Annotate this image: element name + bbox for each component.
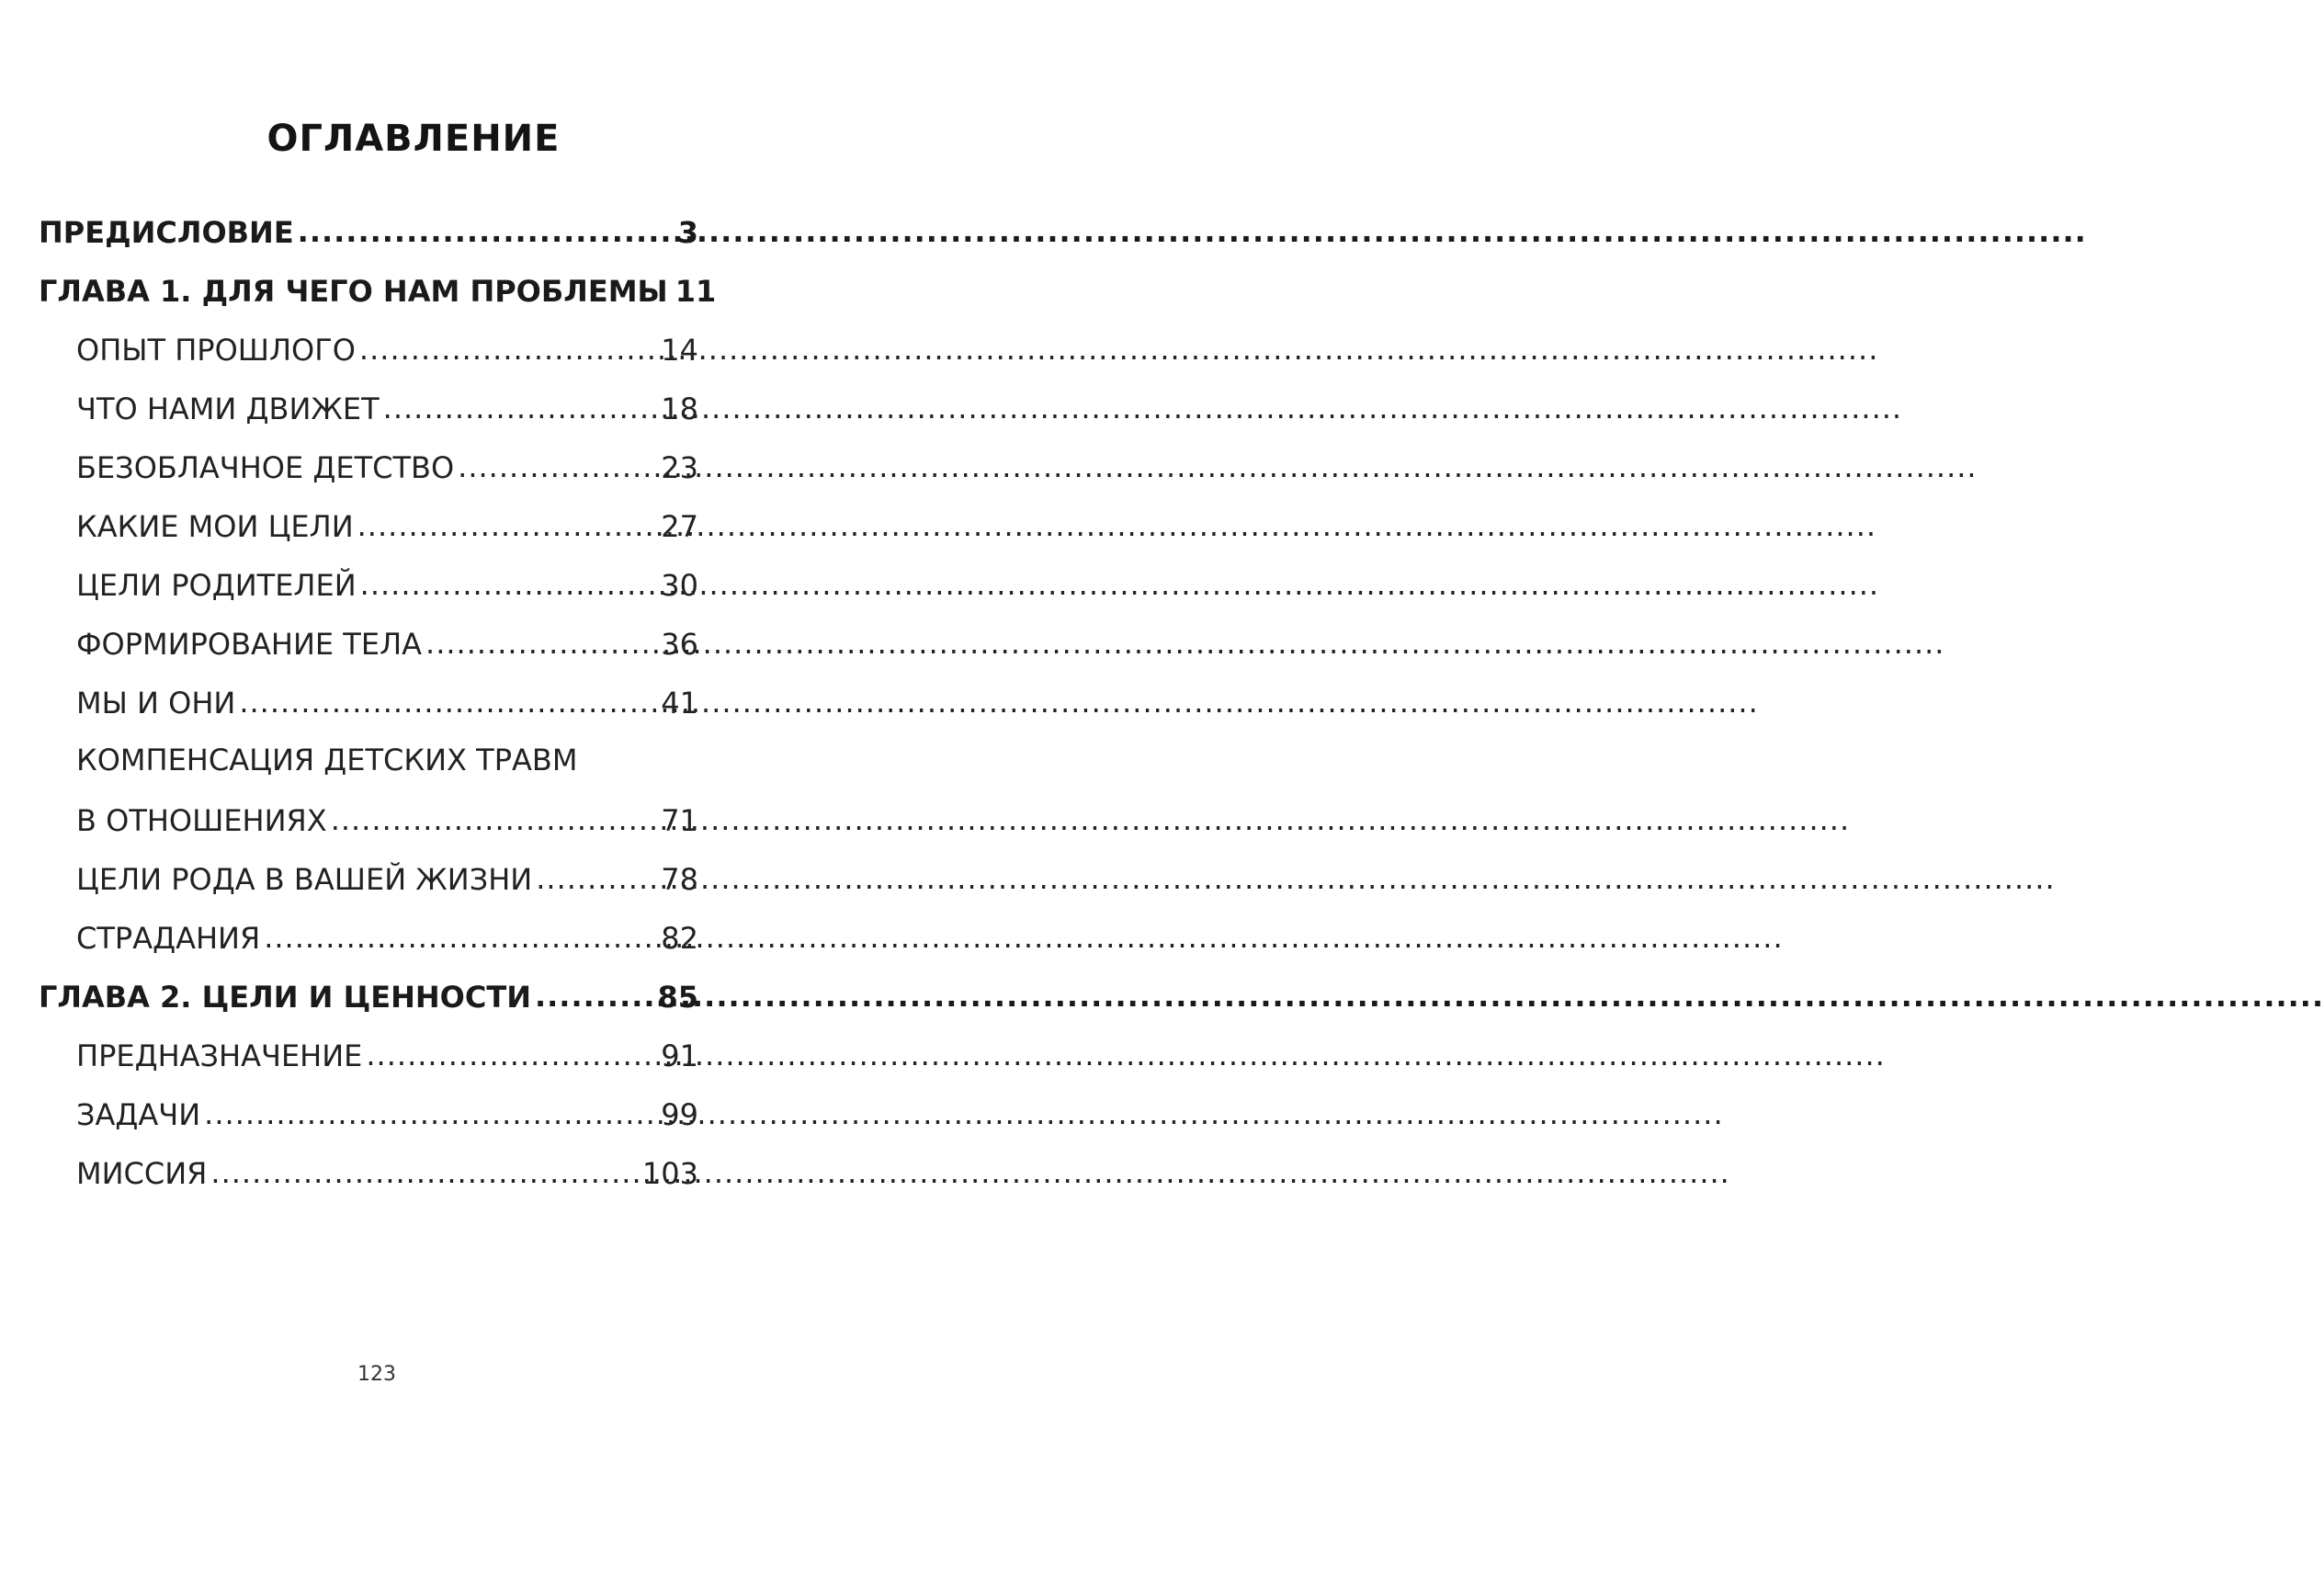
toc-entry-label: ОПЫТ ПРОШЛОГО xyxy=(76,333,356,368)
toc-entry-section xyxy=(76,448,698,485)
toc-entry-page: 18 xyxy=(661,391,698,426)
toc-entry-label: ЦЕЛИ РОДИТЕЛЕЙ xyxy=(76,568,357,603)
dot-leader xyxy=(425,625,657,654)
toc-entry-page: 85 xyxy=(657,980,698,1015)
toc-entry-label: В ОТНОШЕНИЯХ xyxy=(76,803,327,838)
toc-entry-section-line-2 xyxy=(76,801,698,838)
toc-entry-page: 99 xyxy=(661,1097,698,1132)
toc-entry-label: МЫ И ОНИ xyxy=(76,686,236,720)
toc-entry-label: ГЛАВА 1. ДЛЯ ЧЕГО НАМ ПРОБЛЕМЫ xyxy=(39,274,668,309)
toc-entry-section xyxy=(76,860,698,897)
toc-entry-label: ПРЕДНАЗНАЧЕНИЕ xyxy=(76,1038,363,1073)
toc-entry-section xyxy=(76,1037,698,1073)
toc-entry-section xyxy=(76,919,698,956)
dot-leader xyxy=(383,390,658,419)
toc-entry-page: 82 xyxy=(661,921,698,956)
toc-entry-page: 30 xyxy=(661,568,698,603)
toc-entry-preface xyxy=(39,213,698,250)
dot-leader xyxy=(536,860,657,890)
toc-entry-section xyxy=(76,1095,698,1132)
table-of-contents xyxy=(0,0,919,1577)
toc-entry-section xyxy=(76,625,698,662)
toc-entry-page: 78 xyxy=(661,862,698,897)
toc-entry-label: ЧТО НАМИ ДВИЖЕТ xyxy=(76,391,380,426)
toc-entry-page: 11 xyxy=(675,274,717,309)
dot-leader xyxy=(210,1154,639,1184)
dot-leader xyxy=(204,1095,657,1125)
dot-leader xyxy=(458,448,657,478)
dot-leader xyxy=(331,801,658,831)
toc-entry-page: 91 xyxy=(661,1038,698,1073)
toc-entry-page: 14 xyxy=(661,333,698,368)
toc-entry-label: ЦЕЛИ РОДА В ВАШЕЙ ЖИЗНИ xyxy=(76,862,533,897)
toc-entry-page: 71 xyxy=(661,803,698,838)
toc-entry-section xyxy=(76,1154,698,1191)
dot-leader xyxy=(239,684,657,713)
page-number: 123 xyxy=(357,1363,396,1386)
toc-entry-page: 27 xyxy=(661,509,698,544)
toc-entry-label: ФОРМИРОВАНИЕ ТЕЛА xyxy=(76,627,423,662)
toc-entry-section xyxy=(76,390,698,426)
dot-leader xyxy=(298,213,675,243)
book-page xyxy=(0,0,919,1577)
toc-entry-label: СТРАДАНИЯ xyxy=(76,921,261,956)
toc-entry-page: 103 xyxy=(641,1156,698,1191)
toc-entry-section xyxy=(76,566,698,603)
toc-entry-label: ГЛАВА 2. ЦЕЛИ И ЦЕННОСТИ xyxy=(39,980,531,1015)
toc-entry-label: ПРЕДИСЛОВИЕ xyxy=(39,215,294,250)
toc-entry-page: 41 xyxy=(661,686,698,720)
toc-entry-section xyxy=(76,684,698,720)
toc-entry-section xyxy=(76,507,698,544)
toc-entry-page: 3 xyxy=(677,215,698,250)
toc-entry-page: 23 xyxy=(661,450,698,485)
page-title: ОГЛАВЛЕНИЕ xyxy=(266,118,561,160)
dot-leader xyxy=(366,1037,657,1066)
toc-entry-section-line-1 xyxy=(76,743,698,777)
toc-entry-label: ЗАДАЧИ xyxy=(76,1097,201,1132)
toc-entry-label: МИССИЯ xyxy=(76,1156,208,1191)
dot-leader xyxy=(357,507,658,537)
toc-entry-chapter-2 xyxy=(39,978,698,1015)
toc-entry-label: БЕЗОБЛАЧНОЕ ДЕТСТВО xyxy=(76,450,455,485)
dot-leader xyxy=(360,566,658,596)
dot-leader xyxy=(359,331,657,360)
toc-entry-page: 36 xyxy=(661,627,698,662)
toc-entry-chapter-1 xyxy=(39,272,717,309)
toc-entry-section xyxy=(76,331,698,368)
toc-entry-label: КАКИЕ МОИ ЦЕЛИ xyxy=(76,509,354,544)
dot-leader xyxy=(264,919,657,948)
dot-leader xyxy=(535,978,654,1007)
toc-entry-label: КОМПЕНСАЦИЯ ДЕТСКИХ ТРАВМ xyxy=(76,743,578,777)
